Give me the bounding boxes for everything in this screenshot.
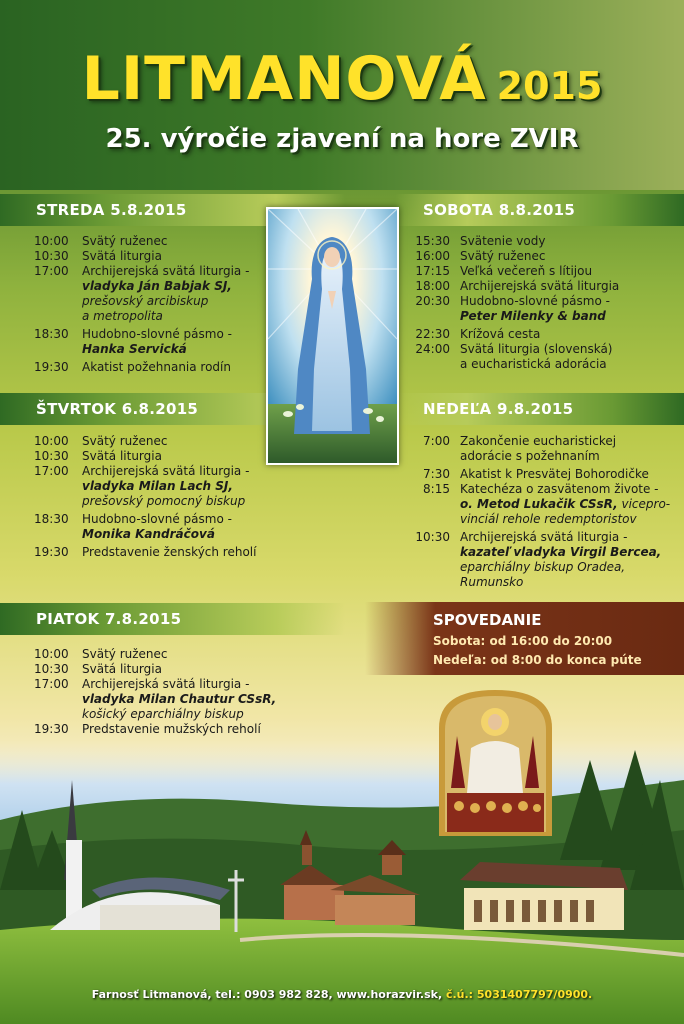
schedule-row [34,360,274,375]
time: 10:30 [34,662,69,676]
footer-account: č.ú.: 5031407797/0900. [445,988,593,1001]
schedule-row [410,234,680,249]
celebrant: kazateľ vladyka Virgil Bercea, [460,545,662,559]
schedule-row [34,449,294,464]
schedule-row [410,467,684,482]
schedule-row [410,294,680,324]
confession-sunday: Nedeľa: od 8:00 do konca púte [433,653,642,667]
schedule-row [34,327,274,357]
celebrant-role-2: Rumunsko [460,575,524,589]
event: Zakončenie eucharistickej [460,434,617,448]
time: 19:30 [34,360,69,374]
event: Svätá liturgia [82,249,162,263]
footer-text: Farnosť Litmanová, tel.: 0903 982 828, www.horazvir.sk, [91,988,446,1001]
christ-icon-image [437,688,554,836]
schedule-row [34,464,294,509]
time: 17:00 [34,677,69,691]
event: Archijerejská svätá liturgia - [82,264,250,278]
event: Veľká večereň s lítijou [460,264,593,278]
event: Hudobno-slovné pásmo - [82,327,232,341]
time: 10:30 [415,530,450,544]
event: Svätý ruženec [460,249,546,263]
event: Archijerejská svätá liturgia - [82,464,250,478]
speaker-role-a: vicepro- [617,497,671,511]
schedule-row [34,249,274,264]
time: 17:00 [34,264,69,278]
time: 17:00 [34,464,69,478]
day-heading-sobota: SOBOTA 8.8.2015 [395,194,684,226]
christ-icon [437,688,554,836]
event: Hudobno-slovné pásmo - [460,294,610,308]
schedule-stvrtok [34,434,294,560]
event: Svätý ruženec [82,234,168,248]
time: 19:30 [34,722,69,736]
event: Archijerejská svätá liturgia - [460,530,628,544]
event: Predstavenie mužských reholí [82,722,261,736]
schedule-row [34,647,314,662]
schedule-row [34,512,294,542]
performer: Monika Kandráčová [82,527,215,541]
celebrant-role: eparchiálny biskup Oradea, [460,560,626,574]
schedule-sobota [410,234,680,372]
time: 16:00 [415,249,450,263]
time: 24:00 [415,342,450,356]
time: 19:30 [34,545,69,559]
celebrant-role: prešovský arcibiskup [82,294,209,308]
schedule-row [410,342,680,372]
schedule-streda [34,234,274,375]
virgin-mary-icon [268,209,397,463]
schedule-row [34,545,294,560]
schedule-row [410,434,684,464]
title-text: LITMANOVÁ [81,44,487,114]
event: Predstavenie ženských reholí [82,545,257,559]
performer: Peter Milenky & band [460,309,606,323]
event: Krížová cesta [460,327,541,341]
schedule-piatok [34,647,314,737]
event: Akatist požehnania rodín [82,360,231,374]
schedule-row [34,434,294,449]
event: Archijerejská svätá liturgia [460,279,620,293]
time: 18:30 [34,327,69,341]
schedule-nedela [410,434,684,590]
schedule-row [34,722,314,737]
footer-contact [0,988,684,1001]
celebrant: vladyka Milan Chautur CSsR, [82,692,277,706]
event: Svätý ruženec [82,647,168,661]
performer: Hanka Servická [82,342,187,356]
confession-box [365,602,684,675]
event: Svätenie vody [460,234,546,248]
event-line2: a eucharistická adorácia [460,357,607,371]
speaker-role: vinciál rehole redemptoristov [460,512,637,526]
celebrant-role: košický eparchiálny biskup [82,707,244,721]
time: 22:30 [415,327,450,341]
event: Svätá liturgia (slovenská) [460,342,613,356]
confession-saturday: Sobota: od 16:00 do 20:00 [433,634,613,648]
time: 18:30 [34,512,69,526]
celebrant-role-2: a metropolita [82,309,163,323]
schedule-row [410,530,684,590]
schedule-row [410,264,680,279]
day-heading-piatok: PIATOK 7.8.2015 [0,603,345,635]
schedule-row [34,234,274,249]
time: 10:00 [34,434,69,448]
day-heading-streda: STREDA 5.8.2015 [0,194,345,226]
schedule-row [410,482,684,527]
time: 15:30 [415,234,450,248]
virgin-mary-image [266,207,399,465]
schedule-row [410,279,680,294]
event: Archijerejská svätá liturgia - [82,677,250,691]
celebrant: vladyka Ján Babjak SJ, [82,279,232,293]
event: Katechéza o zasvätenom živote - [460,482,659,496]
day-heading-stvrtok: ŠTVRTOK 6.8.2015 [0,393,345,425]
event: Akatist k Presvätej Bohorodičke [460,467,649,481]
page-subtitle: 25. výročie zjavení na hore ZVIR [105,124,579,154]
event: Hudobno-slovné pásmo - [82,512,232,526]
time: 7:30 [423,467,450,481]
time: 10:00 [34,234,69,248]
celebrant: vladyka Milan Lach SJ, [82,479,233,493]
event: Svätý ruženec [82,434,168,448]
title-year: 2015 [496,64,603,108]
church-landscape-photo [0,740,684,1024]
time: 10:30 [34,449,69,463]
page-title [0,44,684,114]
schedule-row [34,264,274,324]
event: Svätá liturgia [82,662,162,676]
time: 10:30 [34,249,69,263]
confession-heading: SPOVEDANIE [433,611,542,629]
time: 7:00 [423,434,450,448]
time: 10:00 [34,647,69,661]
event: Svätá liturgia [82,449,162,463]
schedule-row [410,327,680,342]
day-heading-nedela: NEDEĽA 9.8.2015 [395,393,684,425]
schedule-row [34,677,314,722]
speaker: o. Metod Lukačik CSsR, [460,497,618,511]
event-line2: adorácie s požehnaním [460,449,600,463]
time: 18:00 [415,279,450,293]
celebrant-role: prešovský pomocný biskup [82,494,246,508]
time: 17:15 [415,264,450,278]
schedule-row [410,249,680,264]
time: 8:15 [423,482,450,496]
schedule-row [34,662,314,677]
time: 20:30 [415,294,450,308]
